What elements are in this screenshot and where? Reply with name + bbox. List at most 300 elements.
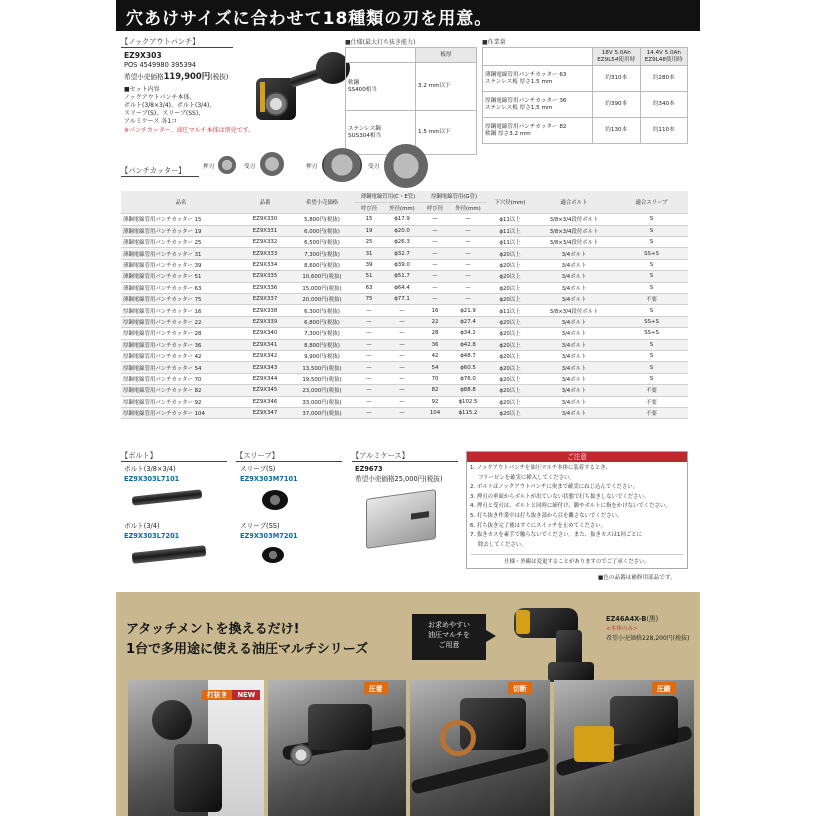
table-cell: —	[383, 362, 421, 373]
table-cell: S	[615, 373, 688, 384]
table-cell: 92	[421, 396, 449, 407]
table-cell: 厚鋼電線管用パンチカッター 28	[121, 328, 241, 339]
table-cell: —	[421, 271, 449, 282]
table-cell: EZ9X342	[241, 350, 289, 361]
table-cell: 不要	[615, 407, 688, 418]
receive-blade-label: 受刃	[244, 164, 256, 170]
push-blade-label: 押刃	[203, 164, 215, 170]
table-row	[121, 385, 688, 396]
tag-crimping: 圧着	[364, 682, 388, 694]
table-cell: —	[383, 328, 421, 339]
workload-header-sub: EZ9L54使用時	[597, 56, 636, 63]
table-cell: 3/4ボルト	[533, 328, 615, 339]
table-cell: ϕ88.8	[449, 385, 487, 396]
bolt-long-image	[132, 545, 207, 564]
table-cell: EZ9X336	[241, 282, 289, 293]
table-cell: ϕ11以上	[487, 225, 533, 236]
set-line: ボルト(3/8×3/4)、ボルト(3/4)、	[124, 102, 216, 109]
table-row	[121, 339, 688, 350]
table-cell: —	[421, 259, 449, 270]
table-cell: ϕ20以上	[487, 328, 533, 339]
caution-footer: 仕様・外観は変更することがありますのでご了承ください。	[471, 554, 683, 565]
divider	[121, 176, 199, 177]
table-cell: ϕ20以上	[487, 294, 533, 305]
table-cell: —	[383, 385, 421, 396]
table-row	[121, 237, 688, 248]
set-line: ノックアウトパンチ本体、	[124, 94, 196, 101]
table-cell: 6,300円(税抜)	[289, 305, 355, 316]
table-row	[121, 362, 688, 373]
table-cell: 3/4ボルト	[533, 396, 615, 407]
table-cell: EZ9X337	[241, 294, 289, 305]
workload-item-sub: ステンレス板 厚さ1.5 mm	[485, 78, 553, 85]
table-cell: 104	[421, 407, 449, 418]
table-cell: 25	[355, 237, 383, 248]
col-call: 呼び径	[355, 202, 383, 213]
capacity-material-sub: SUS304相当	[348, 132, 382, 139]
table-cell: —	[383, 373, 421, 384]
table-cell: 7,300円(税抜)	[289, 248, 355, 259]
promo-model-note: (黒)	[646, 615, 659, 623]
sleeve-ss-image	[262, 547, 284, 563]
table-cell: 薄鋼電線管用パンチカッター 75	[121, 294, 241, 305]
table-cell: ϕ20以上	[487, 339, 533, 350]
table-cell: EZ9X331	[241, 225, 289, 236]
table-row	[121, 214, 688, 225]
workload-value: 約130本	[593, 118, 641, 144]
table-cell: 3/4ボルト	[533, 373, 615, 384]
table-cell: —	[421, 214, 449, 225]
bolt-item-code: EZ9X303L7201	[124, 532, 180, 540]
caution-line: 1. ノックアウトパンチを油圧マルチ本体に装着するとき、	[470, 465, 611, 471]
sleeve-s-image	[262, 490, 288, 510]
table-cell: 10,600円(税抜)	[289, 271, 355, 282]
table-cell: 70	[421, 373, 449, 384]
table-cell: S	[615, 339, 688, 350]
table-cell: S	[615, 271, 688, 282]
legend-note: ■色の品番は補修用部品です。	[598, 575, 676, 581]
knockout-section-label: 【ノックアウトパンチ】	[121, 37, 200, 46]
table-cell: —	[383, 305, 421, 316]
table-cell: ϕ20以上	[487, 350, 533, 361]
scene-crimping	[268, 680, 406, 816]
promo-section	[116, 592, 700, 816]
table-cell: 薄鋼電線管用パンチカッター 31	[121, 248, 241, 259]
table-cell: EZ9X332	[241, 237, 289, 248]
table-cell: —	[383, 339, 421, 350]
banner-title: 穴あけサイズに合わせて18種類の刃を用意。	[126, 9, 493, 29]
workload-title: ■作業量	[482, 39, 506, 46]
table-cell: —	[355, 396, 383, 407]
caution-line: 2. ボルトはノックアウトパンチに奥まで確実にねじ込んでください。	[470, 484, 639, 491]
sleeve-item-code: EZ9X303M7101	[240, 475, 298, 483]
table-cell: S	[615, 350, 688, 361]
caution-line: フリーピンを確実に挿入してください。	[478, 474, 575, 481]
table-cell: 厚鋼電線管用パンチカッター 22	[121, 316, 241, 327]
callout-line: ご用意	[438, 641, 460, 649]
table-cell: EZ9X344	[241, 373, 289, 384]
capacity-value: 3.2 mm以下	[416, 63, 477, 111]
col-price: 希望小売価格	[289, 191, 355, 214]
table-row	[121, 259, 688, 270]
table-cell: 15,000円(税抜)	[289, 282, 355, 293]
table-cell: 6,000円(税抜)	[289, 225, 355, 236]
caution-box	[466, 451, 688, 569]
table-cell: ϕ11以上	[487, 214, 533, 225]
push-blade-large-image	[322, 148, 362, 182]
callout-line: 油圧マルチを	[428, 631, 470, 639]
table-cell: 厚鋼電線管用パンチカッター 36	[121, 339, 241, 350]
caution-line: 5. 打ち抜き作業中は打ち抜き部から目を離さないでください。	[470, 512, 623, 519]
table-cell: —	[449, 248, 487, 259]
table-cell: —	[449, 271, 487, 282]
table-cell: ϕ20以上	[487, 271, 533, 282]
table-row	[121, 407, 688, 418]
table-row	[121, 294, 688, 305]
divider	[236, 461, 342, 462]
table-cell: —	[421, 237, 449, 248]
promo-line2: 1台で多用途に使える油圧マルチシリーズ	[126, 642, 369, 657]
table-cell: ϕ20以上	[487, 373, 533, 384]
table-cell: ϕ11以上	[487, 237, 533, 248]
table-cell: EZ9X333	[241, 248, 289, 259]
capacity-material: ステンレス鋼	[348, 125, 381, 132]
sleeve-item-name: スリーブ(SS)	[240, 522, 280, 530]
tag-label: 打抜き	[202, 690, 232, 700]
table-row	[121, 271, 688, 282]
table-cell: ϕ20以上	[487, 316, 533, 327]
set-line: スリーブ(S)、スリーブ(SS)、	[124, 110, 205, 117]
table-cell: 7,300円(税抜)	[289, 328, 355, 339]
workload-value: 約280本	[640, 66, 688, 92]
table-row	[121, 282, 688, 293]
promo-model	[606, 615, 658, 624]
table-cell: —	[355, 373, 383, 384]
table-cell: 薄鋼電線管用パンチカッター 63	[121, 282, 241, 293]
punch-cutter-table	[121, 191, 688, 419]
hydraulic-tool-photo	[506, 600, 606, 686]
knockout-model: EZ9X303	[124, 51, 162, 60]
table-cell: ϕ42.8	[449, 339, 487, 350]
col-code: 品番	[241, 191, 289, 214]
table-cell: 厚鋼電線管用パンチカッター 42	[121, 350, 241, 361]
table-cell: 薄鋼電線管用パンチカッター 19	[121, 225, 241, 236]
table-cell: 3/4ボルト	[533, 294, 615, 305]
table-cell: ϕ32.7	[383, 248, 421, 259]
table-cell: 54	[421, 362, 449, 373]
table-cell: 不要	[615, 294, 688, 305]
table-cell: —	[355, 305, 383, 316]
table-row	[121, 350, 688, 361]
capacity-header: 板厚	[416, 48, 477, 63]
table-cell: EZ9X341	[241, 339, 289, 350]
table-cell: 75	[355, 294, 383, 305]
set-title: ■セット内容	[124, 86, 160, 93]
table-cell: 薄鋼電線管用パンチカッター 39	[121, 259, 241, 270]
table-cell: —	[449, 214, 487, 225]
table-cell: —	[355, 385, 383, 396]
promo-callout	[412, 614, 486, 660]
table-cell: EZ9X346	[241, 396, 289, 407]
table-cell: —	[449, 237, 487, 248]
workload-item-sub: ステンレス板 厚さ1.5 mm	[485, 104, 553, 111]
bolt-item-name: ボルト(3/4)	[124, 522, 160, 530]
table-cell: ϕ27.4	[449, 316, 487, 327]
promo-body-only: <本体のみ>	[606, 626, 638, 632]
page-banner	[116, 0, 700, 31]
receive-blade-large-label: 受刃	[368, 164, 380, 170]
table-cell: ϕ20.0	[383, 225, 421, 236]
case-code: EZ9673	[355, 465, 383, 473]
bolt-item-code: EZ9X303L7101	[124, 475, 180, 483]
table-cell: ϕ64.4	[383, 282, 421, 293]
bolt-section-label: 【ボルト】	[121, 451, 157, 460]
table-cell: 3/4ボルト	[533, 282, 615, 293]
table-cell: ϕ77.1	[383, 294, 421, 305]
table-cell: ϕ20以上	[487, 282, 533, 293]
cutter-section-label: 【パンチカッター】	[121, 166, 186, 175]
table-cell: EZ9X343	[241, 362, 289, 373]
bolt-short-image	[132, 489, 203, 505]
table-cell: 6,500円(税抜)	[289, 237, 355, 248]
workload-value: 約390本	[593, 92, 641, 118]
caution-line: 6. 打ち抜き完了後はすぐにスイッチを止めてください。	[470, 522, 607, 529]
table-cell: 36	[421, 339, 449, 350]
sleeve-item-name: スリーブ(S)	[240, 465, 276, 473]
capacity-table	[345, 47, 477, 155]
table-cell: 3/4ボルト	[533, 407, 615, 418]
table-cell: 3/8×3/4段付ボルト	[533, 305, 615, 316]
table-row	[121, 316, 688, 327]
capacity-material: 軟鋼	[348, 79, 360, 86]
table-cell: —	[449, 282, 487, 293]
caution-title: ご注意	[467, 452, 687, 462]
workload-item: 厚鋼電線管用パンチカッター 36	[485, 97, 567, 104]
table-cell: —	[383, 316, 421, 327]
table-cell: EZ9X347	[241, 407, 289, 418]
table-cell: 39	[355, 259, 383, 270]
table-cell: —	[383, 407, 421, 418]
set-line: アルミケース 各1コ	[124, 118, 178, 125]
table-cell: EZ9X334	[241, 259, 289, 270]
table-cell: 不要	[615, 396, 688, 407]
table-cell: S	[615, 237, 688, 248]
table-cell: —	[449, 259, 487, 270]
table-row	[121, 396, 688, 407]
table-cell: EZ9X338	[241, 305, 289, 316]
table-cell: EZ9X339	[241, 316, 289, 327]
table-cell: ϕ20以上	[487, 385, 533, 396]
table-cell: 19,500円(税抜)	[289, 373, 355, 384]
table-cell: ϕ20以上	[487, 259, 533, 270]
push-blade-small-image	[218, 156, 236, 174]
table-cell: ϕ102.5	[449, 396, 487, 407]
table-cell: ϕ20以上	[487, 407, 533, 418]
table-cell: 3/4ボルト	[533, 316, 615, 327]
workload-value: 約340本	[640, 92, 688, 118]
price-tax: (税抜)	[210, 73, 229, 81]
knockout-pos: POS 4549980 395394	[124, 61, 197, 69]
table-cell: 3/8×3/4段付ボルト	[533, 214, 615, 225]
caution-line: 7. 抜きカスを素手で触らないでください。また、抜きカスは1回ごとに	[470, 532, 643, 539]
table-cell: —	[383, 396, 421, 407]
table-cell: ϕ26.3	[383, 237, 421, 248]
table-row	[121, 373, 688, 384]
table-cell: 19	[355, 225, 383, 236]
new-badge: NEW	[232, 690, 260, 700]
aluminium-case-image	[366, 489, 436, 549]
table-cell: EZ9X335	[241, 271, 289, 282]
col-dia: 外径(mm)	[449, 202, 487, 213]
table-row	[121, 328, 688, 339]
table-row	[121, 305, 688, 316]
table-cell: 8,600円(税抜)	[289, 259, 355, 270]
table-cell: ϕ76.0	[449, 373, 487, 384]
table-cell: 51	[355, 271, 383, 282]
table-cell: 3/8×3/4段付ボルト	[533, 237, 615, 248]
table-cell: EZ9X330	[241, 214, 289, 225]
table-cell: —	[449, 225, 487, 236]
receive-blade-large-image	[384, 144, 428, 188]
table-cell: —	[355, 328, 383, 339]
table-cell: 8,800円(税抜)	[289, 339, 355, 350]
knockout-note: ※パンチカッター、油圧マルチ本体は別売です。	[124, 127, 255, 134]
table-cell: 22	[421, 316, 449, 327]
table-cell: ϕ17.9	[383, 214, 421, 225]
table-cell: S	[615, 362, 688, 373]
table-cell: 42	[421, 350, 449, 361]
table-cell: 82	[421, 385, 449, 396]
workload-item-sub: 軟鋼 厚さ3.2 mm	[485, 130, 531, 137]
table-cell: 3/4ボルト	[533, 362, 615, 373]
divider	[121, 461, 227, 462]
table-cell: ϕ21.9	[449, 305, 487, 316]
table-cell: ϕ115.2	[449, 407, 487, 418]
callout-arrow	[486, 630, 496, 642]
caution-line: 4. 押刃と受刃は、ボルトと同時に締付け、脚やボルトに指をかけないでください。	[470, 503, 671, 510]
table-cell: ϕ39.0	[383, 259, 421, 270]
table-row	[121, 225, 688, 236]
col-bolt: 適合ボルト	[533, 191, 615, 214]
table-cell: —	[383, 350, 421, 361]
table-cell: ϕ11以上	[487, 305, 533, 316]
table-cell: 23,000円(税抜)	[289, 385, 355, 396]
col-dia: 外径(mm)	[383, 202, 421, 213]
table-cell: 63	[355, 282, 383, 293]
table-cell: 厚鋼電線管用パンチカッター 104	[121, 407, 241, 418]
table-cell: 20,000円(税抜)	[289, 294, 355, 305]
col-hole: 下穴径(mm)	[487, 191, 533, 214]
table-cell: S	[615, 214, 688, 225]
col-thin: 薄鋼電線管用(C・E管)	[355, 191, 421, 202]
table-cell: 薄鋼電線管用パンチカッター 25	[121, 237, 241, 248]
table-cell: 3/4ボルト	[533, 385, 615, 396]
table-cell: S	[615, 225, 688, 236]
case-price: 希望小売価格25,000円(税抜)	[355, 475, 443, 483]
table-cell: 不要	[615, 385, 688, 396]
workload-header-sub: EZ9L48使用時	[644, 56, 683, 63]
table-cell: 厚鋼電線管用パンチカッター 54	[121, 362, 241, 373]
table-cell: 3/4ボルト	[533, 259, 615, 270]
table-cell: —	[421, 248, 449, 259]
workload-item: 薄鋼電線管用パンチカッター 63	[485, 71, 567, 78]
table-cell: 3/4ボルト	[533, 271, 615, 282]
table-cell: ϕ60.5	[449, 362, 487, 373]
workload-value: 約110本	[640, 118, 688, 144]
promo-price: 希望小売価格228,200円(税抜)	[606, 635, 690, 642]
table-cell: S	[615, 305, 688, 316]
table-cell: 厚鋼電線管用パンチカッター 70	[121, 373, 241, 384]
divider	[352, 461, 458, 462]
table-cell: —	[421, 282, 449, 293]
workload-item: 厚鋼電線管用パンチカッター 82	[485, 123, 567, 130]
table-cell: 3/4ボルト	[533, 248, 615, 259]
workload-header: 18V 5.0Ah	[601, 49, 631, 56]
table-cell: 6,800円(税抜)	[289, 316, 355, 327]
table-cell: —	[355, 316, 383, 327]
table-row	[121, 248, 688, 259]
sleeve-section-label: 【スリーブ】	[236, 451, 279, 460]
workload-header: 14.4V 5.0Ah	[646, 49, 681, 56]
table-cell: —	[421, 225, 449, 236]
table-cell: 33,000円(税抜)	[289, 396, 355, 407]
push-blade-large-label: 押刃	[306, 164, 318, 170]
table-cell: —	[355, 339, 383, 350]
price-label: 希望小売価格	[124, 73, 164, 81]
bolt-item-name: ボルト(3/8×3/4)	[124, 465, 176, 473]
table-cell: ϕ20以上	[487, 362, 533, 373]
caution-line: 3. 押刃の垂面からボルトが出ていない状態で打ち抜きしないでください。	[470, 493, 650, 500]
capacity-title: ■仕様(最大打ち抜き能力)	[345, 39, 416, 46]
knockout-punch-photo	[250, 48, 340, 128]
table-cell: —	[449, 294, 487, 305]
table-cell: —	[355, 407, 383, 418]
table-cell: 3/4ボルト	[533, 339, 615, 350]
table-cell: EZ9X340	[241, 328, 289, 339]
callout-line: お求めやすい	[428, 621, 470, 629]
knockout-price: 119,900円	[163, 71, 211, 81]
col-name: 品名	[121, 191, 241, 214]
table-cell: 薄鋼電線管用パンチカッター 15	[121, 214, 241, 225]
table-cell: 厚鋼電線管用パンチカッター 82	[121, 385, 241, 396]
col-thick: 厚鋼電線管用(G管)	[421, 191, 487, 202]
table-cell: S	[615, 282, 688, 293]
table-cell: S	[615, 259, 688, 270]
table-cell: SS+S	[615, 248, 688, 259]
workload-table	[482, 47, 688, 144]
workload-value: 約310本	[593, 66, 641, 92]
table-cell: 13,500円(税抜)	[289, 362, 355, 373]
tag-compressing: 圧縮	[652, 682, 676, 694]
table-cell: EZ9X345	[241, 385, 289, 396]
table-cell: ϕ48.7	[449, 350, 487, 361]
promo-model-code: EZ46A4X-B	[606, 615, 647, 623]
table-cell: 3/4ボルト	[533, 350, 615, 361]
scene-cutting	[410, 680, 550, 816]
table-cell: 37,000円(税抜)	[289, 407, 355, 418]
table-cell: 厚鋼電線管用パンチカッター 92	[121, 396, 241, 407]
receive-blade-small-image	[260, 152, 284, 176]
table-cell: 厚鋼電線管用パンチカッター 16	[121, 305, 241, 316]
col-sleeve: 適合スリーブ	[615, 191, 688, 214]
promo-line1: アタッチメントを換えるだけ!	[126, 622, 300, 637]
capacity-material-sub: SS400相当	[348, 86, 377, 93]
divider	[121, 47, 233, 48]
table-cell: ϕ34.2	[449, 328, 487, 339]
sleeve-item-code: EZ9X303M7201	[240, 532, 298, 540]
tag-cutting: 切断	[508, 682, 532, 694]
table-cell: 16	[421, 305, 449, 316]
